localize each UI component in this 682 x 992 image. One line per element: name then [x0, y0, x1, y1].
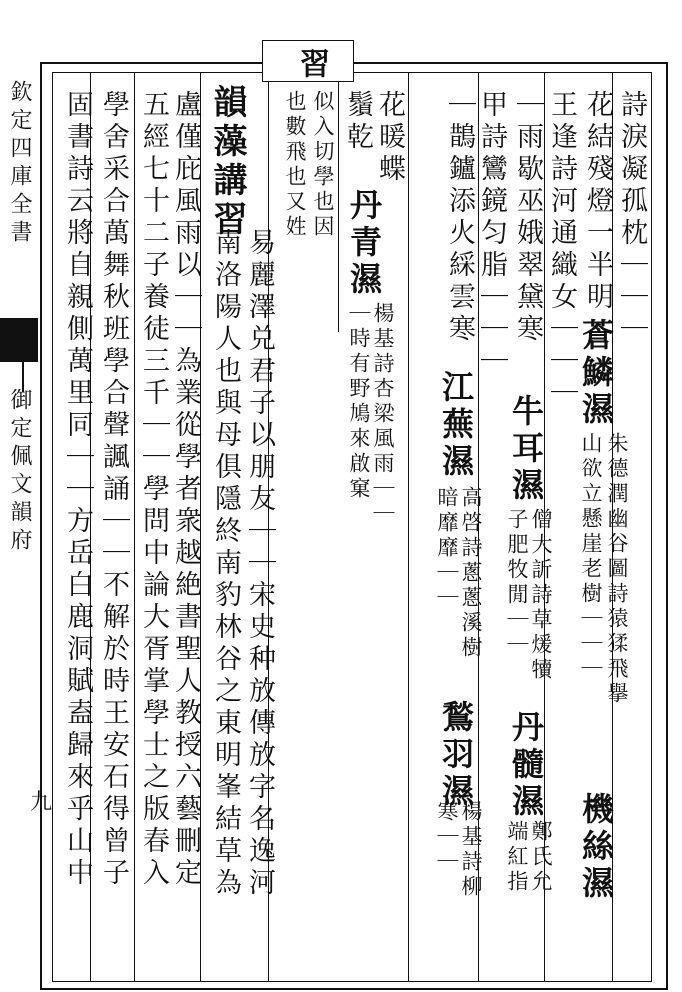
entry-annotation: 僧大訢詩草煖犢	[529, 508, 553, 683]
margin-library-title: 欽定四庫全書	[7, 80, 32, 248]
entry-headword: 江蕪濕	[437, 370, 475, 481]
entry-annotation: 鄭氏允	[529, 820, 553, 895]
text-column: 南洛陽人也與母俱隱終南豹林谷之東明峯結草為	[210, 228, 241, 900]
text-column: 學舍采合萬舞秋班學合聲諷誦｜｜不解於時王安石得曾子	[98, 90, 129, 890]
entry-headword: 蒼鱗濕	[577, 318, 615, 429]
column-rule	[134, 72, 135, 982]
text-column: 花結殘燈一半明	[582, 90, 613, 314]
text-column: ｜鵲鑪添火綵雲寒	[444, 90, 475, 346]
entry-annotation: 子肥牧閒｜｜	[505, 508, 529, 658]
section-heading-char: 習	[294, 48, 329, 83]
entry-headword: 牛耳濕	[507, 394, 545, 505]
entry-annotation: 暗靡靡｜｜	[435, 486, 459, 611]
entry-headword: 韻藻講習	[207, 84, 247, 240]
text-column: 花暖蝶	[374, 90, 405, 186]
entry-annotation: 山欲立懸崖老樹｜｜｜	[579, 432, 603, 682]
text-column: 詩淚凝孤枕｜｜｜	[616, 90, 647, 346]
margin-book-title: 御定佩文韻府	[7, 388, 32, 556]
entry-annotation: 似入切學也因	[311, 90, 335, 240]
entry-annotation: ｜時有野鳩來啟窠	[347, 302, 371, 502]
text-column: ｜雨歇巫娥翠黛寒	[512, 90, 543, 346]
entry-headword: 鶖羽濕	[437, 700, 475, 811]
entry-annotation: 也數飛也又姓	[283, 90, 307, 240]
column-rule	[408, 72, 409, 982]
text-column: 鬚乾	[342, 90, 373, 154]
entry-annotation: 寒｜｜	[435, 800, 459, 875]
entry-annotation: 楊基詩杏梁風雨｜｜	[371, 302, 395, 527]
text-column: 五經七十二子養徒三千｜｜學問中論大胥掌學士之版春入	[138, 90, 169, 890]
text-column: 盧僅庇風雨以｜｜為業從學者衆越絶書聖人教授六藝刪定	[170, 90, 201, 890]
entry-annotation: 高啓詩蔥蔥溪樹	[459, 486, 483, 661]
entry-headword: 丹青濕	[345, 188, 383, 299]
text-column: 固書詩云將自親側萬里同｜｜方岳白鹿洞賦盍歸來乎山中	[62, 90, 93, 890]
entry-headword: 丹髓濕	[507, 710, 545, 821]
entry-headword: 機絲濕	[577, 792, 615, 903]
entry-annotation: 朱德潤幽谷圖詩猿猱飛擧	[605, 432, 629, 707]
column-rule	[338, 72, 339, 332]
page-number: 九	[30, 790, 53, 815]
text-column: 易麗澤兑君子以朋友｜｜宋史种放傳放字名逸河	[244, 228, 275, 900]
text-column: 王逢詩河通織女｜｜｜	[546, 90, 577, 410]
margin-tab-mark	[0, 318, 38, 362]
text-column: 甲詩鸞鏡匀脂｜｜｜	[476, 90, 507, 378]
entry-annotation: 端紅指	[505, 820, 529, 895]
entry-annotation: 楊基詩柳	[459, 800, 483, 900]
